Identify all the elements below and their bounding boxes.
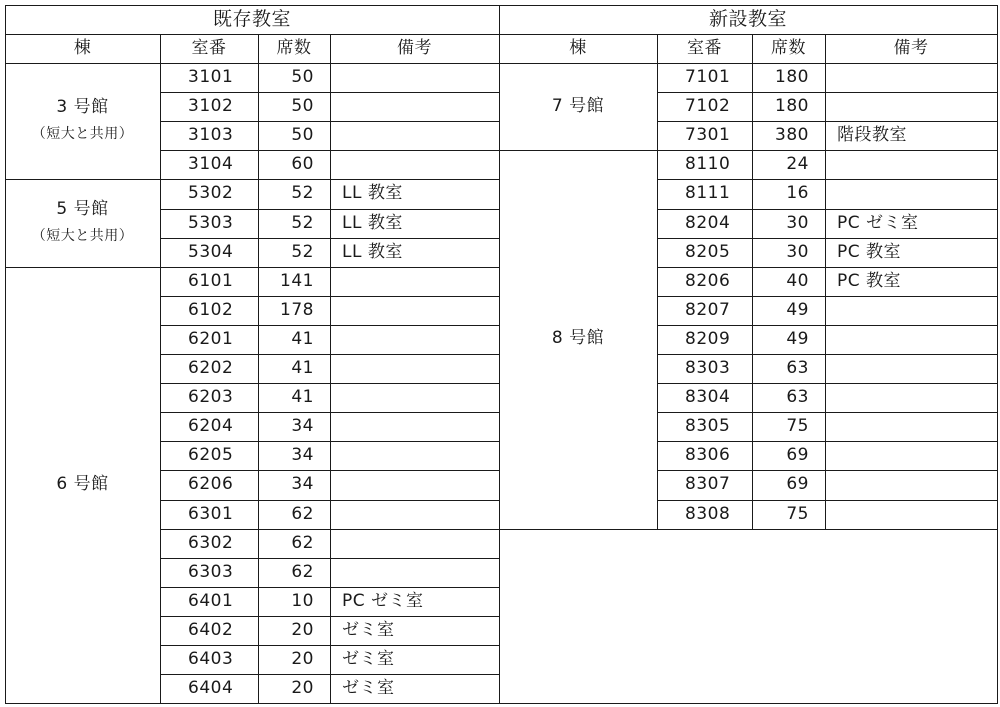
- seat-count: 24: [786, 154, 809, 175]
- room-number: 6204: [188, 416, 234, 437]
- seat-count: 50: [291, 67, 314, 87]
- group-divider: [5, 179, 499, 180]
- seat-count: 62: [291, 503, 314, 524]
- group-divider: [499, 150, 997, 151]
- room-number: 8305: [685, 416, 731, 437]
- seat-count: 34: [291, 445, 314, 466]
- row-divider: [657, 238, 997, 239]
- new-header-seats: 席数: [771, 38, 806, 58]
- row-divider: [657, 267, 997, 268]
- header-underline: [5, 63, 997, 64]
- room-number: 5303: [188, 212, 234, 233]
- building-name: 3 号館: [56, 97, 109, 118]
- seat-count: 380: [775, 125, 809, 146]
- seat-count: 69: [786, 445, 809, 466]
- new-section-title: 新設教室: [708, 8, 787, 30]
- column-divider: [330, 34, 331, 704]
- seat-count: 62: [291, 561, 314, 582]
- seat-count: 41: [291, 387, 314, 408]
- room-number: 8206: [685, 270, 731, 291]
- room-note: ゼミ室: [342, 619, 395, 640]
- room-note: PC ゼミ室: [837, 212, 919, 233]
- table-border-right: [997, 5, 998, 704]
- room-note: ゼミ室: [342, 649, 395, 669]
- seat-count: 30: [786, 212, 809, 233]
- seat-count: 178: [280, 299, 314, 320]
- room-number: 8204: [685, 212, 731, 233]
- seat-count: 141: [280, 270, 314, 291]
- row-divider: [657, 92, 997, 93]
- seat-count: 40: [786, 270, 809, 291]
- row-divider: [657, 209, 997, 210]
- title-underline: [5, 34, 997, 35]
- seat-count: 49: [786, 299, 809, 320]
- room-number: 6302: [188, 532, 234, 553]
- seat-count: 41: [291, 358, 314, 378]
- room-note: PC 教室: [837, 270, 902, 291]
- new-header-note: 備考: [893, 38, 929, 58]
- seat-count: 20: [291, 649, 314, 669]
- building-name: 6 号館: [56, 473, 109, 494]
- row-divider: [657, 441, 997, 442]
- room-note: 階段教室: [837, 125, 907, 146]
- seat-count: 52: [291, 241, 314, 262]
- existing-header-building: 棟: [73, 38, 92, 58]
- table-border-top: [5, 5, 997, 6]
- room-number: 8111: [685, 183, 731, 204]
- room-number: 6301: [188, 503, 234, 524]
- seat-count: 34: [291, 416, 314, 437]
- room-number: 6203: [188, 387, 234, 408]
- room-number: 6403: [188, 649, 234, 669]
- existing-section-title: 既存教室: [212, 8, 291, 30]
- seat-count: 41: [291, 328, 314, 349]
- row-divider: [657, 121, 997, 122]
- room-number: 6102: [188, 299, 234, 320]
- seat-count: 52: [291, 183, 314, 204]
- seat-count: 10: [291, 590, 314, 611]
- seat-count: 62: [291, 532, 314, 553]
- room-number: 6303: [188, 561, 234, 582]
- room-number: 6404: [188, 678, 234, 699]
- room-number: 6401: [188, 590, 234, 611]
- seat-count: 20: [291, 619, 314, 640]
- seat-count: 52: [291, 212, 314, 233]
- column-divider: [160, 34, 161, 704]
- new-header-building: 棟: [569, 38, 587, 58]
- room-number: 6206: [188, 474, 234, 495]
- building-name: 5 号館: [56, 199, 109, 220]
- existing-header-seats: 席数: [276, 38, 312, 58]
- room-note: LL 教室: [342, 183, 403, 204]
- room-number: 8306: [685, 445, 731, 466]
- room-note: LL 教室: [342, 241, 403, 262]
- room-note: ゼミ室: [342, 678, 395, 699]
- building-name: 7 号館: [551, 95, 605, 116]
- seat-count: 34: [291, 474, 314, 495]
- room-number: 6101: [188, 270, 234, 291]
- row-divider: [657, 500, 997, 501]
- seat-count: 20: [291, 678, 314, 699]
- room-number: 8205: [685, 241, 731, 262]
- existing-header-note: 備考: [397, 38, 432, 58]
- group-divider: [5, 267, 499, 268]
- row-divider: [657, 325, 997, 326]
- row-divider: [657, 179, 997, 180]
- seat-count: 16: [786, 183, 809, 204]
- seat-count: 50: [291, 96, 314, 117]
- seat-count: 63: [786, 358, 809, 378]
- new-header-room: 室番: [687, 38, 722, 58]
- room-number: 8308: [685, 503, 731, 524]
- row-divider: [657, 412, 997, 413]
- room-number: 3104: [188, 154, 234, 175]
- room-number: 6402: [188, 619, 234, 640]
- seat-count: 50: [291, 125, 314, 146]
- seat-count: 180: [775, 96, 809, 117]
- column-divider: [258, 34, 259, 704]
- seat-count: 60: [291, 154, 314, 175]
- seat-count: 49: [786, 328, 809, 349]
- room-number: 7102: [685, 96, 731, 117]
- room-number: 8209: [685, 328, 731, 349]
- room-number: 3102: [188, 96, 234, 117]
- room-number: 6202: [188, 358, 234, 378]
- column-divider: [825, 34, 826, 530]
- room-note: PC ゼミ室: [342, 590, 424, 611]
- room-number: 3101: [188, 67, 234, 87]
- room-number: 7101: [685, 67, 731, 87]
- room-number: 8110: [685, 154, 731, 175]
- room-number: 6201: [188, 328, 234, 349]
- room-number: 7301: [685, 125, 731, 146]
- group-divider: [5, 703, 499, 704]
- building-name: 8 号館: [551, 328, 605, 349]
- column-divider: [657, 34, 658, 530]
- row-divider: [657, 470, 997, 471]
- room-number: 5302: [188, 183, 234, 204]
- seat-count: 63: [786, 387, 809, 408]
- row-divider: [657, 354, 997, 355]
- seat-count: 75: [786, 503, 809, 524]
- seat-count: 69: [786, 474, 809, 495]
- building-subtitle: （短大と共用）: [31, 126, 134, 143]
- room-number: 5304: [188, 241, 234, 262]
- seat-count: 180: [775, 67, 809, 87]
- room-number: 6205: [188, 445, 234, 466]
- seat-count: 75: [786, 416, 809, 437]
- room-number: 8303: [685, 358, 731, 378]
- group-divider: [499, 529, 997, 530]
- building-subtitle: （短大と共用）: [31, 228, 134, 245]
- room-note: LL 教室: [342, 212, 403, 233]
- existing-header-room: 室番: [191, 38, 227, 58]
- column-divider: [752, 34, 753, 530]
- room-number: 8207: [685, 299, 731, 320]
- room-number: 8307: [685, 474, 731, 495]
- seat-count: 30: [786, 241, 809, 262]
- room-number: 8304: [685, 387, 731, 408]
- row-divider: [657, 296, 997, 297]
- room-number: 3103: [188, 125, 234, 146]
- row-divider: [657, 383, 997, 384]
- room-note: PC 教室: [837, 241, 902, 262]
